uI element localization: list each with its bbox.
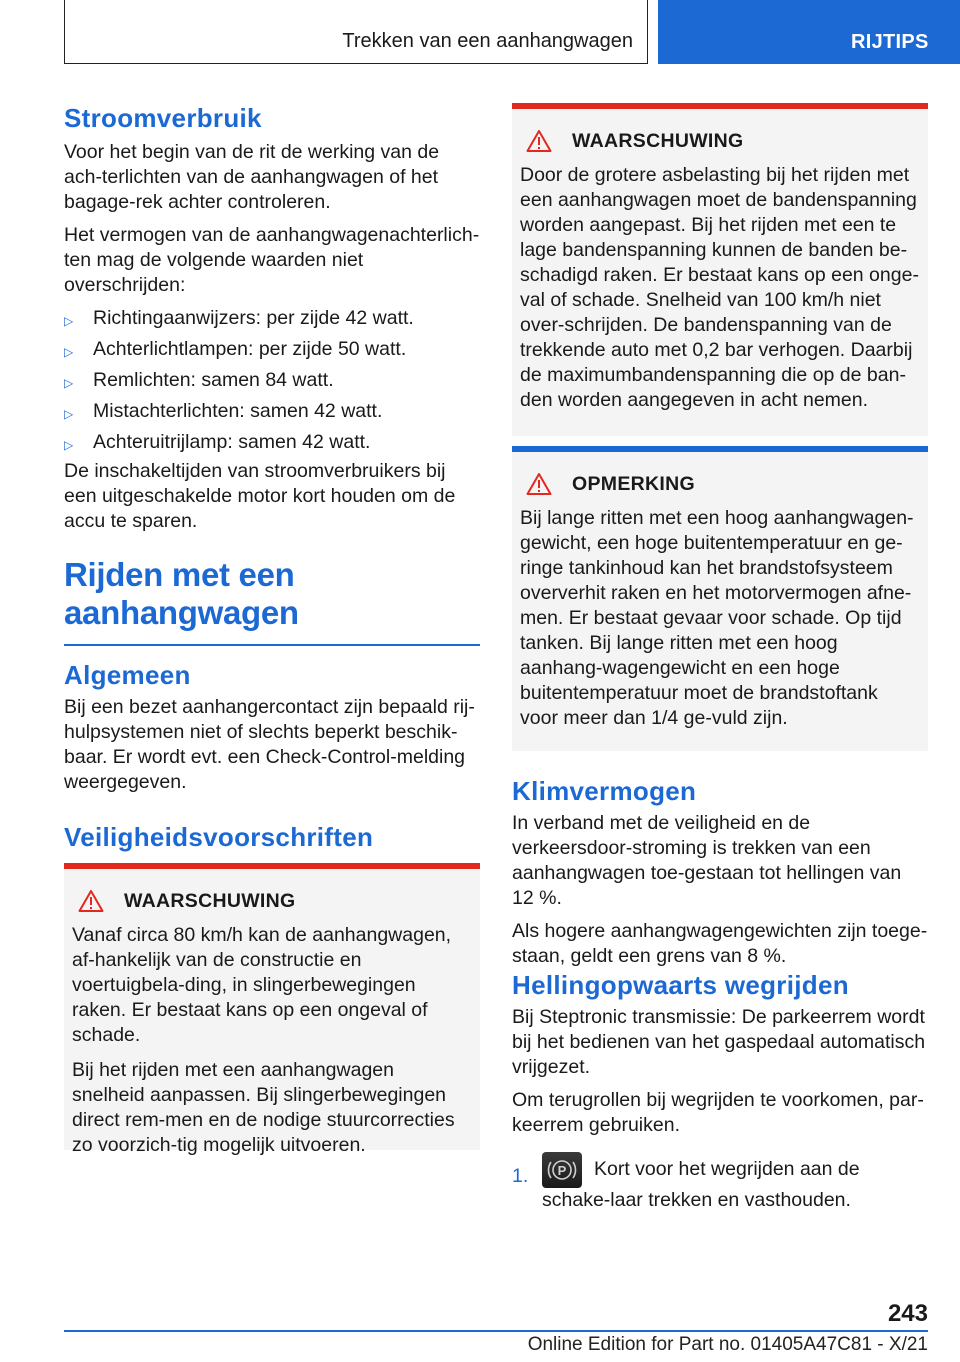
warning-triangle-icon [526,129,552,153]
list-item: ▷ Achteruitrijlamp: samen 42 watt. [64,430,480,455]
page-number: 243 [887,1300,928,1327]
paragraph: Bij Steptronic transmissie: De parkeerrem wordt bij het bedienen van het gaspedaal automatisch vrijgezet. [512,1006,926,1078]
callout-title: WAARSCHUWING [124,889,296,912]
heading-rijden-met-een-aanhangwagen: Rijden met een aanhangwagen [64,556,299,631]
warning-callout [512,103,928,436]
heading-algemeen: Algemeen [64,660,191,690]
warning-callout [64,863,480,1156]
list-item: ▷ Mistachterlichten: samen 42 watt. [64,399,480,424]
paragraph: De inschakeltijden van stroomverbruikers bij een uitgeschakelde motor kort houden om de accu te sparen. [64,460,456,532]
callout-title: WAARSCHUWING [572,129,744,152]
callout-header [72,889,472,913]
list-item: ▷ Achterlichtlampen: per zijde 50 watt. [64,337,480,362]
triangle-bullet-icon: ▷ [64,438,74,452]
list-item: ▷ Richtingaanwijzers: per zijde 42 watt. [64,306,480,331]
section-title: Trekken van een aanhangwagen [342,30,633,52]
triangle-bullet-icon: ▷ [64,314,74,328]
paragraph: In verband met de veiligheid en de verkeersdoor-stroming is trekken van een aanhangwagen toe-gestaan tot hellingen van 12 %. [512,812,902,909]
paragraph: Vanaf circa 80 km/h kan de aanhangwagen, af-hankelijk van de constructie en voertuigbela-ding, in slingerbewegingen raken. Er bestaat kans op een ongeval of schade. [72,924,452,1046]
callout-header [520,472,920,496]
heading-rule [64,644,480,646]
warning-triangle-icon [526,472,552,496]
triangle-bullet-icon: ▷ [64,407,74,421]
paragraph: Als hogere aanhangwagengewichten zijn toege-staan, geldt een grens van 8 %. [512,920,928,967]
heading-veiligheidsvoorschriften: Veiligheidsvoorschriften [64,822,374,852]
list-item: ▷ Remlichten: samen 84 watt. [64,368,480,393]
callout-title: OPMERKING [572,472,695,495]
callout-header [520,129,920,153]
header-box [64,0,648,64]
warning-triangle-icon [78,889,104,913]
paragraph: Bij lange ritten met een hoog aanhangwagen-gewicht, een hoge buitentemperatuur en ge-ringe tankinhoud kan het brandstofsysteem oververhit raken en het motorvermogen afne-men. Er bestaat gevaar voor schade. Op tijd tanken. Bij lange ritten met een hoog aanhang-wagengewicht en een hoge buitentemperatuur moet de brandstoftank voor meer dan 1/4 ge-vuld zijn. [520,507,914,729]
paragraph: Bij het rijden met een aanhangwagen snelheid aanpassen. Bij slingerbewegingen direct rem-men en de nodige stuurcorrecties zo voorzich-tig mogelijk uitvoeren. [72,1059,455,1156]
footer-rule [64,1330,928,1332]
heading-klimvermogen: Klimvermogen [512,776,697,806]
paragraph: Om terugrollen bij wegrijden te voorkomen, par-keerrem gebruiken. [512,1089,924,1136]
edition-footer: Online Edition for Part no. 01405A47C81 - X/21 [527,1334,928,1355]
note-callout [512,446,928,751]
paragraph: Voor het begin van de rit de werking van de ach-terlichten van de aanhangwagen of het bagage-rek achter controleren. [64,141,440,213]
svg-text:P: P [557,1163,567,1178]
bullet-list [64,306,480,455]
paragraph: Het vermogen van de aanhangwagenachterlich-ten mag de volgende waarden niet overschrijden: [64,224,480,296]
parking-brake-switch-icon [542,1152,582,1188]
triangle-bullet-icon: ▷ [64,345,74,359]
step-number: 1. [512,1165,529,1187]
chapter-tab[interactable]: RIJTIPS [658,0,960,64]
paragraph: Door de grotere asbelasting bij het rijden met een aanhangwagen moet de bandenspanning worden aangepast. Bij het rijden met een te lage bandenspanning kunnen de banden be-schadigd raken. Er bestaat kans op een onge-val of schade. Snelheid van 100 km/h niet over-schrijden. De bandenspanning van de trekkende auto met 0,2 bar verhogen. Daarbij de maximumbandenspanning die op de ban-den worden aangegeven in acht nemen. [520,164,919,411]
step-text: Kort voor het wegrijden aan de schake-laar trekken en vasthouden. [542,1158,860,1211]
heading-stroomverbruik: Stroomverbruik [64,103,262,133]
heading-hellingopwaarts-wegrijden: Hellingopwaarts wegrijden [512,970,849,1000]
triangle-bullet-icon: ▷ [64,376,74,390]
instruction-step [512,1152,928,1213]
paragraph: Bij een bezet aanhangercontact zijn bepaald rij-hulpsystemen niet of slechts beperkt beschik-baar. Er wordt evt. een Check-Control-melding weergegeven. [64,696,475,793]
